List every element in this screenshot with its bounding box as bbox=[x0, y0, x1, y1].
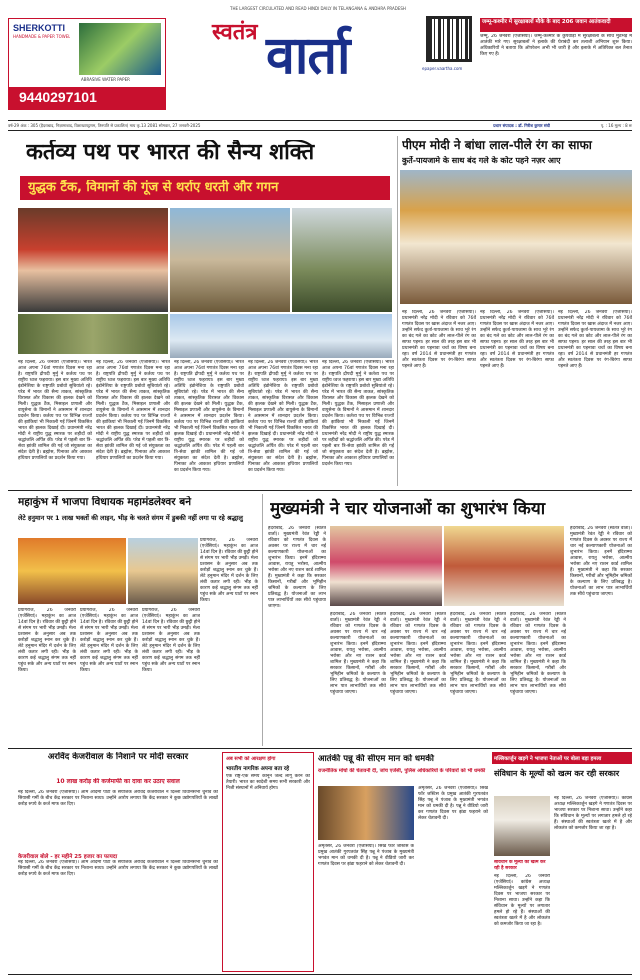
punjab-body-col2: अमृतसर, 26 जनवरी (एजेंसियां)। सिख फॉर जस्टिस के प्रमुख आतंकी गुरपतवंत सिंह पन्नू ने पंजाब के मुख्यमंत्री भगवंत मान को धमकी दी है। पन्नू ने वीडियो जारी कर गणतंत्र दिवस पर झंडा फहराने को लेकर चेतावनी दी। bbox=[318, 844, 414, 867]
dateline-rule-bottom bbox=[8, 130, 632, 131]
cm-body-col4: हैदराबाद, 26 जनवरी (स्वतंत्र वार्ता)। मुख्यमंत्री रेवंत रेड्डी ने रविवार को गणतंत्र दिवस के अवसर पर राज्य में चार नई कल्याणकारी योजनाओं का शुभारंभ किया। इनमें इंदिराम्मा आवास, रायतु भरोसा, आत्मीय भरोसा और नए राशन कार्ड शामिल हैं। मुख्यमंत्री ने कहा कि सरकार किसानों, गरीबों और भूमिहीन श्रमिकों के कल्याण के लिए प्रतिबद्ध है। योजनाओं का लाभ पात्र लाभार्थियों तक सीधे पहुंचाया जाएगा। bbox=[450, 612, 506, 695]
kumbh-body-col4: प्रयागराज, 26 जनवरी (एजेंसियां)। महाकुंभ का आज 14वां दिन है। रविवार की छुट्टी होने से संगम पर भारी भीड़ उमड़ी। मेला प्रशासन के अनुसार अब तक करोड़ों श्रद्धालु स्नान कर चुके हैं। लेटे हनुमान मंदिर में दर्शन के लिए लंबी कतार लगी रही। भीड़ के कारण कई श्रद्धालु संगम तक नहीं पहुंच सके और अन्य घाटों पर स्नान किया। bbox=[200, 538, 258, 603]
column-divider bbox=[397, 136, 398, 486]
section-rule-1 bbox=[8, 490, 632, 491]
kejriwal-subhead: 10 लाख करोड़ की कर्जमाफी का दावा कर उठाए सवाल bbox=[56, 778, 180, 785]
top-brief-body: जम्मू, 26 जनवरी (एजेंसियां)। जम्मू-कश्मीर के कुपवाड़ा में सुरक्षाबलों के साथ मुठभेड़ में आतंकी मारे गए। सुरक्षाबलों ने इलाके की घेराबंदी कर तलाशी अभियान शुरू किया। अधिकारियों ने बताया कि ऑपरेशन अभी भी जारी है और इलाके में अतिरिक्त बल तैनात किए गए हैं। bbox=[480, 34, 632, 57]
cm-photo-2 bbox=[444, 526, 564, 606]
lead-headline: कर्तव्य पथ पर भारत की सैन्य शक्ति bbox=[26, 140, 315, 165]
modi-body-col2: नई दिल्ली, 26 जनवरी (एजेंसियां)। प्रधानमंत्री नरेंद्र मोदी ने रविवार को 76वें गणतंत्र दिवस पर खास अंदाज में नजर आए। उन्होंने सफेद कुर्ता-पायजामा के साथ भूरे रंग का बंद गले का कोट और लाल-पीले रंग का साफा पहना। हर साल की तरह इस बार भी प्रधानमंत्री का पहनावा चर्चा का विषय बना रहा। वर्ष 2014 से प्रधानमंत्री हर गणतंत्र और स्वतंत्रता दिवस पर रंग-बिरंगा साफा पहनते आए हैं। bbox=[480, 310, 554, 369]
kharge-body-col1: नई दिल्ली, 26 जनवरी (एजेंसियां)। कांग्रेस अध्यक्ष मल्लिकार्जुन खड़गे ने गणतंत्र दिवस पर भाजपा सरकार पर निशाना साधा। उन्होंने कहा कि संविधान के मूल्यों पर लगातार हमले हो रहे हैं। संस्थाओं की स्वतंत्रता खतरे में है और लोकतंत्र को कमजोर किया जा रहा है। bbox=[554, 796, 632, 831]
masthead bbox=[8, 4, 632, 122]
lead-body-col2: नई दिल्ली, 26 जनवरी (एजेंसियां)। भारत आज अपना 76वां गणतंत्र दिवस मना रहा है। राष्ट्रपति द्रौपदी मुर्मु ने कर्तव्य पथ पर राष्ट्रीय ध्वज फहराया। इस बार मुख्य अतिथि इंडोनेशिया के राष्ट्रपति प्रबोवो सुबियांतो रहे। परेड में भारत की सैन्य ताकत, सांस्कृतिक विरासत और विकास की झलक देखने को मिली। युद्धक टैंक, मिसाइल प्रणाली और वायुसेना के विमानों ने आसमान में शानदार प्रदर्शन किया। कर्तव्य पथ पर विभिन्न राज्यों की झांकियां भी निकाली गईं जिनमें विकसित भारत की झलक दिखाई दी। प्रधानमंत्री नरेंद्र मोदी ने राष्ट्रीय युद्ध स्मारक पर शहीदों को श्रद्धांजलि अर्पित की। परेड में पहली बार त्रि-सेवा झांकी शामिल की गई जो संयुक्तता का संदेश देती है। ब्रह्मोस, पिनाका और आकाश हथियार प्रणालियों का प्रदर्शन किया गया। bbox=[96, 360, 170, 461]
lead-photo-jets bbox=[170, 314, 392, 358]
editor-line: प्रधान संपादक : डॉ. गिरीश कुमार संघी bbox=[493, 123, 550, 128]
ad-sub: HANDMADE & PAPER TOWEL bbox=[13, 34, 71, 39]
modi-photo bbox=[400, 170, 632, 304]
masthead-title bbox=[208, 14, 428, 86]
lead-subhead: युद्धक टैंक, विमानों की गूंज से थर्राए धरती और गगन bbox=[28, 180, 279, 195]
lead-body-col3: नई दिल्ली, 26 जनवरी (एजेंसियां)। भारत आज अपना 76वां गणतंत्र दिवस मना रहा है। राष्ट्रपति द्रौपदी मुर्मु ने कर्तव्य पथ पर राष्ट्रीय ध्वज फहराया। इस बार मुख्य अतिथि इंडोनेशिया के राष्ट्रपति प्रबोवो सुबियांतो रहे। परेड में भारत की सैन्य ताकत, सांस्कृतिक विरासत और विकास की झलक देखने को मिली। युद्धक टैंक, मिसाइल प्रणाली और वायुसेना के विमानों ने आसमान में शानदार प्रदर्शन किया। कर्तव्य पथ पर विभिन्न राज्यों की झांकियां भी निकाली गईं जिनमें विकसित भारत की झलक दिखाई दी। प्रधानमंत्री नरेंद्र मोदी ने राष्ट्रीय युद्ध स्मारक पर शहीदों को श्रद्धांजलि अर्पित की। परेड में पहली बार त्रि-सेवा झांकी शामिल की गई जो संयुक्तता का संदेश देती है। ब्रह्मोस, पिनाका और आकाश हथियार प्रणालियों का प्रदर्शन किया गया। bbox=[174, 360, 244, 473]
modi-headline: पीएम मोदी ने बांधा लाल-पीले रंग का साफा bbox=[402, 138, 592, 152]
masthead-title-large: वार्ता bbox=[266, 25, 350, 86]
dateline-rule bbox=[8, 120, 632, 121]
nation-title: भारतीय नागरिक अपना बता रहे bbox=[226, 766, 290, 772]
punjab-body-col1: अमृतसर, 26 जनवरी (एजेंसियां)। सिख फॉर जस्टिस के प्रमुख आतंकी गुरपतवंत सिंह पन्नू ने पंजाब के मुख्यमंत्री भगवंत मान को धमकी दी है। पन्नू ने वीडियो जारी कर गणतंत्र दिवस पर झंडा फहराने को लेकर चेतावनी दी। bbox=[418, 786, 488, 821]
kharge-headline: संविधान के मूल्यों को खत्म कर रही सरकार bbox=[494, 769, 620, 778]
lead-photo-tanks bbox=[18, 314, 168, 354]
column-divider-2 bbox=[262, 494, 263, 746]
kejriwal-body-2: नई दिल्ली, 26 जनवरी (एजेंसियां)। आम आदमी पार्टी के संयोजक अरविंद केजरीवाल ने दिल्ली विधानसभा चुनाव की सियासी गर्मी के बीच केंद्र सरकार पर निशाना साधा। उन्होंने आरोप लगाया कि केंद्र सरकार ने कुछ उद्योगपतियों के लाखों करोड़ रुपये के कर्ज माफ कर दिए। bbox=[18, 860, 218, 877]
kharge-body-col2: नई दिल्ली, 26 जनवरी (एजेंसियां)। कांग्रेस अध्यक्ष मल्लिकार्जुन खड़गे ने गणतंत्र दिवस पर भाजपा सरकार पर निशाना साधा। उन्होंने कहा कि संविधान के मूल्यों पर लगातार हमले हो रहे हैं। संस्थाओं की स्वतंत्रता खतरे में है और लोकतंत्र को कमजोर किया जा रहा है। bbox=[494, 874, 550, 927]
cm-body-col5: हैदराबाद, 26 जनवरी (स्वतंत्र वार्ता)। मुख्यमंत्री रेवंत रेड्डी ने रविवार को गणतंत्र दिवस के अवसर पर राज्य में चार नई कल्याणकारी योजनाओं का शुभारंभ किया। इनमें इंदिराम्मा आवास, रायतु भरोसा, आत्मीय भरोसा और नए राशन कार्ड शामिल हैं। मुख्यमंत्री ने कहा कि सरकार किसानों, गरीबों और भूमिहीन श्रमिकों के कल्याण के लिए प्रतिबद्ध है। योजनाओं का लाभ पात्र लाभार्थियों तक सीधे पहुंचाया जाएगा। bbox=[510, 612, 566, 695]
advertisement bbox=[8, 18, 166, 110]
kumbh-photo-1 bbox=[18, 538, 126, 604]
lead-photo-officer bbox=[292, 208, 392, 312]
lead-photo-soldiers bbox=[170, 208, 290, 312]
ad-product: ABRASIVE WATER PAPER bbox=[81, 77, 130, 82]
ad-product-image bbox=[79, 23, 161, 75]
epaper-url: epaper.vaartha.com bbox=[422, 66, 463, 71]
lead-body-col1: नई दिल्ली, 26 जनवरी (एजेंसियां)। भारत आज अपना 76वां गणतंत्र दिवस मना रहा है। राष्ट्रपति द्रौपदी मुर्मु ने कर्तव्य पथ पर राष्ट्रीय ध्वज फहराया। इस बार मुख्य अतिथि इंडोनेशिया के राष्ट्रपति प्रबोवो सुबियांतो रहे। परेड में भारत की सैन्य ताकत, सांस्कृतिक विरासत और विकास की झलक देखने को मिली। युद्धक टैंक, मिसाइल प्रणाली और वायुसेना के विमानों ने आसमान में शानदार प्रदर्शन किया। कर्तव्य पथ पर विभिन्न राज्यों की झांकियां भी निकाली गईं जिनमें विकसित भारत की झलक दिखाई दी। प्रधानमंत्री नरेंद्र मोदी ने राष्ट्रीय युद्ध स्मारक पर शहीदों को श्रद्धांजलि अर्पित की। परेड में पहली बार त्रि-सेवा झांकी शामिल की गई जो संयुक्तता का संदेश देती है। ब्रह्मोस, पिनाका और आकाश हथियार प्रणालियों का प्रदर्शन किया गया। bbox=[18, 360, 92, 461]
kumbh-headline: महाकुंभ में भाजपा विधायक महामंडलेश्वर बने bbox=[18, 496, 192, 508]
qr-code bbox=[426, 16, 472, 62]
cm-body-col3: हैदराबाद, 26 जनवरी (स्वतंत्र वार्ता)। मुख्यमंत्री रेवंत रेड्डी ने रविवार को गणतंत्र दिवस के अवसर पर राज्य में चार नई कल्याणकारी योजनाओं का शुभारंभ किया। इनमें इंदिराम्मा आवास, रायतु भरोसा, आत्मीय भरोसा और नए राशन कार्ड शामिल हैं। मुख्यमंत्री ने कहा कि सरकार किसानों, गरीबों और भूमिहीन श्रमिकों के कल्याण के लिए प्रतिबद्ध है। योजनाओं का लाभ पात्र लाभार्थियों तक सीधे पहुंचाया जाएगा। bbox=[390, 612, 446, 695]
page-bottom-rule bbox=[8, 974, 632, 975]
kumbh-photo-2 bbox=[128, 538, 198, 604]
kharge-photo bbox=[494, 796, 550, 856]
modi-body-col3: नई दिल्ली, 26 जनवरी (एजेंसियां)। प्रधानमंत्री नरेंद्र मोदी ने रविवार को 76वें गणतंत्र दिवस पर खास अंदाज में नजर आए। उन्होंने सफेद कुर्ता-पायजामा के साथ भूरे रंग का बंद गले का कोट और लाल-पीले रंग का साफा पहना। हर साल की तरह इस बार भी प्रधानमंत्री का पहनावा चर्चा का विषय बना रहा। वर्ष 2014 से प्रधानमंत्री हर गणतंत्र और स्वतंत्रता दिवस पर रंग-बिरंगा साफा पहनते आए हैं। bbox=[558, 310, 632, 369]
kumbh-body-col3: प्रयागराज, 26 जनवरी (एजेंसियां)। महाकुंभ का आज 14वां दिन है। रविवार की छुट्टी होने से संगम पर भारी भीड़ उमड़ी। मेला प्रशासन के अनुसार अब तक करोड़ों श्रद्धालु स्नान कर चुके हैं। लेटे हनुमान मंदिर में दर्शन के लिए लंबी कतार लगी रही। भीड़ के कारण कई श्रद्धालु संगम तक नहीं पहुंच सके और अन्य घाटों पर स्नान किया। bbox=[142, 608, 200, 673]
kumbh-subhead: लेटे हनुमान पर 1 लाख भक्तों की लाइन, भीड़ के चलते संगम में डुबकी नहीं लगा पा रहे श्रद्धालु bbox=[18, 514, 243, 522]
punjab-photo bbox=[318, 786, 414, 840]
kejriwal-headline: अरविंद केजरीवाल के निशाने पर मोदी सरकार bbox=[47, 752, 189, 762]
dateline: वर्ष-29 अंक : 305 (हैदराबाद, निज़ामाबाद, विशाखापट्टणम, तिरुपति से प्रकाशित) माघ कृ.13 2081 सोमवार, 27 जनवरी-2025 bbox=[8, 123, 201, 128]
nation-tag: अब सभी को आरक्षण होगा bbox=[226, 756, 276, 762]
modi-subhead: कुर्ते-पायजामे के साथ बंद गले के कोट पहने नज़र आए bbox=[402, 156, 561, 165]
cm-headline: मुख्यमंत्री ने चार योजनाओं का शुभारंभ किया bbox=[270, 499, 546, 519]
kumbh-body-col1: प्रयागराज, 26 जनवरी (एजेंसियां)। महाकुंभ का आज 14वां दिन है। रविवार की छुट्टी होने से संगम पर भारी भीड़ उमड़ी। मेला प्रशासन के अनुसार अब तक करोड़ों श्रद्धालु स्नान कर चुके हैं। लेटे हनुमान मंदिर में दर्शन के लिए लंबी कतार लगी रही। भीड़ के कारण कई श्रद्धालु संगम तक नहीं पहुंच सके और अन्य घाटों पर स्नान किया। bbox=[18, 608, 76, 673]
kejriwal-body-1: नई दिल्ली, 26 जनवरी (एजेंसियां)। आम आदमी पार्टी के संयोजक अरविंद केजरीवाल ने दिल्ली विधानसभा चुनाव की सियासी गर्मी के बीच केंद्र सरकार पर निशाना साधा। उन्होंने आरोप लगाया कि केंद्र सरकार ने कुछ उद्योगपतियों के लाखों करोड़ रुपये के कर्ज माफ कर दिए। bbox=[18, 790, 218, 807]
modi-body-col1: नई दिल्ली, 26 जनवरी (एजेंसियां)। प्रधानमंत्री नरेंद्र मोदी ने रविवार को 76वें गणतंत्र दिवस पर खास अंदाज में नजर आए। उन्होंने सफेद कुर्ता-पायजामा के साथ भूरे रंग का बंद गले का कोट और लाल-पीले रंग का साफा पहना। हर साल की तरह इस बार भी प्रधानमंत्री का पहनावा चर्चा का विषय बना रहा। वर्ष 2014 से प्रधानमंत्री हर गणतंत्र और स्वतंत्रता दिवस पर रंग-बिरंगा साफा पहनते आए हैं। bbox=[402, 310, 476, 369]
price-line: पृ. : 16 मूल्य : 8 रू bbox=[600, 123, 632, 128]
kharge-strap: मल्लिकार्जुन खड़गे ने भाजपा नेताओं पर बोला बड़ा हमला bbox=[494, 756, 602, 762]
lead-body-col5: नई दिल्ली, 26 जनवरी (एजेंसियां)। भारत आज अपना 76वां गणतंत्र दिवस मना रहा है। राष्ट्रपति द्रौपदी मुर्मु ने कर्तव्य पथ पर राष्ट्रीय ध्वज फहराया। इस बार मुख्य अतिथि इंडोनेशिया के राष्ट्रपति प्रबोवो सुबियांतो रहे। परेड में भारत की सैन्य ताकत, सांस्कृतिक विरासत और विकास की झलक देखने को मिली। युद्धक टैंक, मिसाइल प्रणाली और वायुसेना के विमानों ने आसमान में शानदार प्रदर्शन किया। कर्तव्य पथ पर विभिन्न राज्यों की झांकियां भी निकाली गईं जिनमें विकसित भारत की झलक दिखाई दी। प्रधानमंत्री नरेंद्र मोदी ने राष्ट्रीय युद्ध स्मारक पर शहीदों को श्रद्धांजलि अर्पित की। परेड में पहली बार त्रि-सेवा झांकी शामिल की गई जो संयुक्तता का संदेश देती है। ब्रह्मोस, पिनाका और आकाश हथियार प्रणालियों का प्रदर्शन किया गया। bbox=[322, 360, 394, 467]
cm-body-col2: हैदराबाद, 26 जनवरी (स्वतंत्र वार्ता)। मुख्यमंत्री रेवंत रेड्डी ने रविवार को गणतंत्र दिवस के अवसर पर राज्य में चार नई कल्याणकारी योजनाओं का शुभारंभ किया। इनमें इंदिराम्मा आवास, रायतु भरोसा, आत्मीय भरोसा और नए राशन कार्ड शामिल हैं। मुख्यमंत्री ने कहा कि सरकार किसानों, गरीबों और भूमिहीन श्रमिकों के कल्याण के लिए प्रतिबद्ध है। योजनाओं का लाभ पात्र लाभार्थियों तक सीधे पहुंचाया जाएगा। bbox=[330, 612, 386, 695]
top-brief bbox=[480, 18, 632, 110]
ad-brand: SHERKOTTI bbox=[13, 23, 66, 33]
lead-photo-president bbox=[18, 208, 168, 312]
kumbh-body-col2: प्रयागराज, 26 जनवरी (एजेंसियां)। महाकुंभ का आज 14वां दिन है। रविवार की छुट्टी होने से संगम पर भारी भीड़ उमड़ी। मेला प्रशासन के अनुसार अब तक करोड़ों श्रद्धालु स्नान कर चुके हैं। लेटे हनुमान मंदिर में दर्शन के लिए लंबी कतार लगी रही। भीड़ के कारण कई श्रद्धालु संगम तक नहीं पहुंच सके और अन्य घाटों पर स्नान किया। bbox=[80, 608, 138, 673]
cm-body-col1: हैदराबाद, 26 जनवरी (स्वतंत्र वार्ता)। मुख्यमंत्री रेवंत रेड्डी ने रविवार को गणतंत्र दिवस के अवसर पर राज्य में चार नई कल्याणकारी योजनाओं का शुभारंभ किया। इनमें इंदिराम्मा आवास, रायतु भरोसा, आत्मीय भरोसा और नए राशन कार्ड शामिल हैं। मुख्यमंत्री ने कहा कि सरकार किसानों, गरीबों और भूमिहीन श्रमिकों के कल्याण के लिए प्रतिबद्ध है। योजनाओं का लाभ पात्र लाभार्थियों तक सीधे पहुंचाया जाएगा। bbox=[268, 526, 326, 609]
punjab-subhead: राजनीतिक मोर्चा की चेतावनी दी, जांच एजेंसी, पुलिस अधिकारियों के परिवारों को भी धमकी bbox=[318, 768, 486, 774]
punjab-headline: आतंकी पन्नू की सीएम मान को धमकी bbox=[318, 754, 434, 764]
masthead-title-small: स्वतंत्र bbox=[212, 20, 258, 45]
ad-phone: 9440297101 bbox=[19, 89, 97, 105]
masthead-tagline: THE LARGEST CIRCULATED AND READ HINDI DAILY IN TELANGANA & ANDHRA PRADESH bbox=[230, 6, 406, 11]
section-rule-2 bbox=[8, 748, 632, 749]
top-brief-title: जम्मू-कश्मीर में सुरक्षाबलों मौके के बाद 206 जवान आतंकवादी bbox=[480, 18, 632, 32]
kharge-sub2: संविधान के मूल्यों को खत्म कर रही है सरकार bbox=[494, 860, 546, 871]
cm-body-col6: हैदराबाद, 26 जनवरी (स्वतंत्र वार्ता)। मुख्यमंत्री रेवंत रेड्डी ने रविवार को गणतंत्र दिवस के अवसर पर राज्य में चार नई कल्याणकारी योजनाओं का शुभारंभ किया। इनमें इंदिराम्मा आवास, रायतु भरोसा, आत्मीय भरोसा और नए राशन कार्ड शामिल हैं। मुख्यमंत्री ने कहा कि सरकार किसानों, गरीबों और भूमिहीन श्रमिकों के कल्याण के लिए प्रतिबद्ध है। योजनाओं का लाभ पात्र लाभार्थियों तक सीधे पहुंचाया जाएगा। bbox=[570, 526, 632, 597]
nation-body: एक राष्ट्र-एक समय कानून जल्द लागू करने की तैयारी। भारत का स्वदेशी समय सभी सरकारी और निजी संस्थानों में अनिवार्य होगा। bbox=[226, 774, 310, 791]
cm-photo-1 bbox=[330, 526, 442, 606]
lead-body-col4: नई दिल्ली, 26 जनवरी (एजेंसियां)। भारत आज अपना 76वां गणतंत्र दिवस मना रहा है। राष्ट्रपति द्रौपदी मुर्मु ने कर्तव्य पथ पर राष्ट्रीय ध्वज फहराया। इस बार मुख्य अतिथि इंडोनेशिया के राष्ट्रपति प्रबोवो सुबियांतो रहे। परेड में भारत की सैन्य ताकत, सांस्कृतिक विरासत और विकास की झलक देखने को मिली। युद्धक टैंक, मिसाइल प्रणाली और वायुसेना के विमानों ने आसमान में शानदार प्रदर्शन किया। कर्तव्य पथ पर विभिन्न राज्यों की झांकियां भी निकाली गईं जिनमें विकसित भारत की झलक दिखाई दी। प्रधानमंत्री नरेंद्र मोदी ने राष्ट्रीय युद्ध स्मारक पर शहीदों को श्रद्धांजलि अर्पित की। परेड में पहली बार त्रि-सेवा झांकी शामिल की गई जो संयुक्तता का संदेश देती है। ब्रह्मोस, पिनाका और आकाश हथियार प्रणालियों का प्रदर्शन किया गया। bbox=[248, 360, 318, 473]
kejriwal-sub2: केजरीवाल बोले - हर महीने 25 हजार का फायदा bbox=[18, 854, 118, 860]
